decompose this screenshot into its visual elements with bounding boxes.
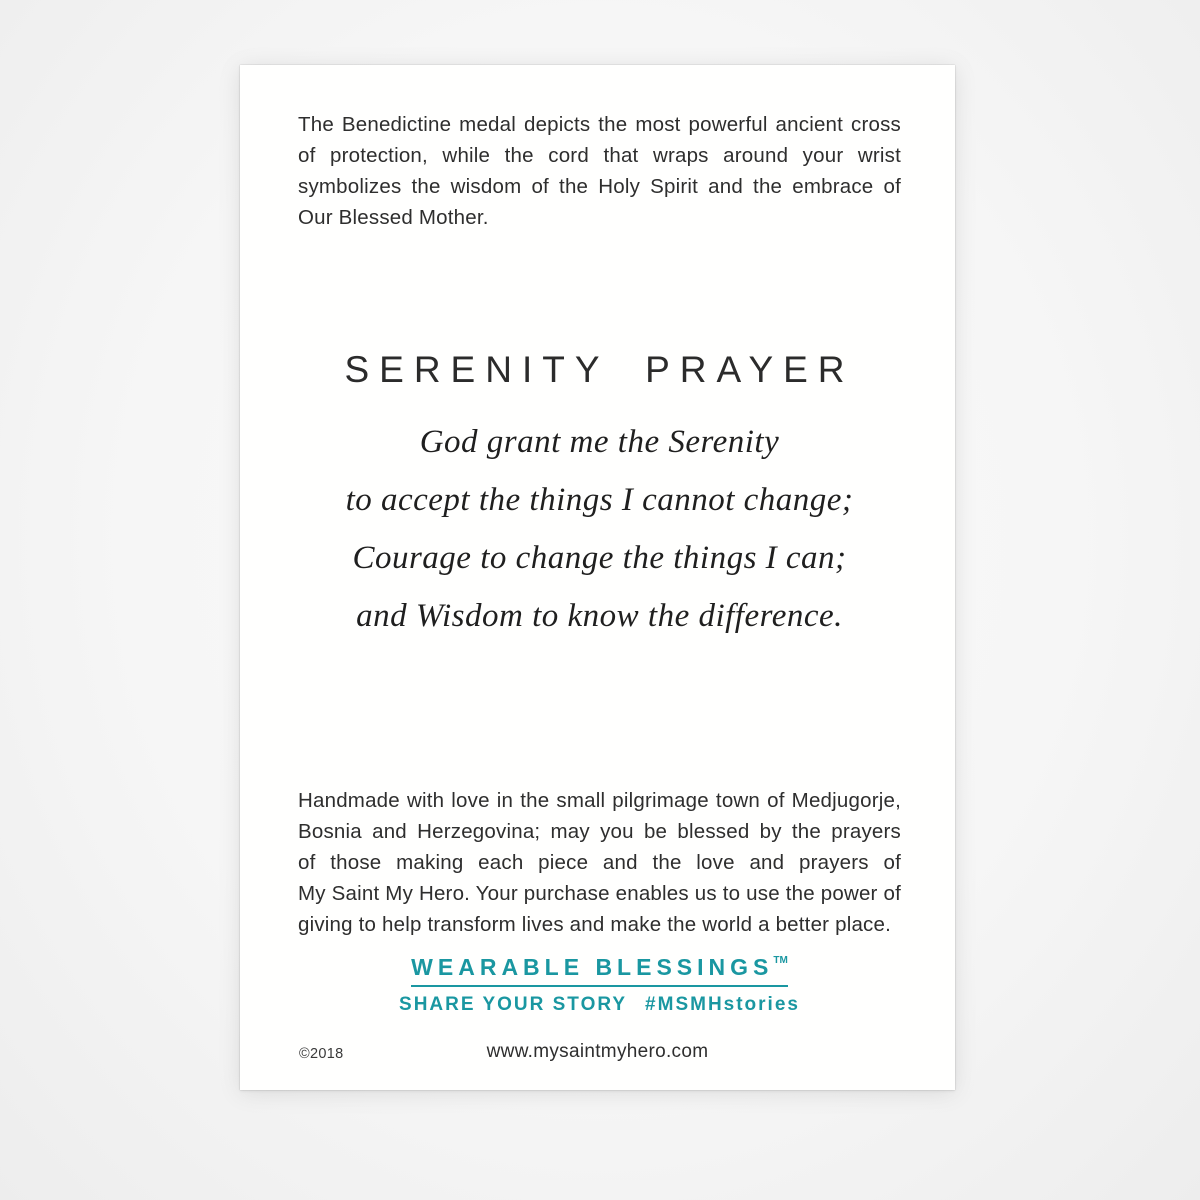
brand-wordmark bbox=[411, 954, 788, 987]
tagline-share: SHARE YOUR STORY bbox=[399, 994, 628, 1015]
about-line: Bosnia and Herzegovina; may you be blessed by the prayers bbox=[298, 820, 901, 843]
intro-line: symbolizes the wisdom of the Holy Spirit and the embrace of bbox=[298, 175, 901, 198]
about-line: giving to help transform lives and make the world a better place. bbox=[298, 913, 891, 936]
about-line: Handmade with love in the small pilgrimage town of Medjugorje, bbox=[298, 789, 901, 812]
about-line: My Saint My Hero. Your purchase enables us to use the power of bbox=[298, 882, 901, 905]
prayer-line: God grant me the Serenity bbox=[419, 424, 780, 460]
card-footer bbox=[240, 1041, 955, 1071]
copyright-text: ©2018 bbox=[299, 1046, 344, 1062]
about-paragraph bbox=[298, 785, 901, 940]
intro-paragraph bbox=[298, 109, 901, 233]
prayer-line: Courage to change the things I can; bbox=[352, 540, 847, 576]
prayer-line: and Wisdom to know the difference. bbox=[356, 598, 843, 634]
intro-line: Our Blessed Mother. bbox=[298, 206, 489, 229]
brand-block bbox=[298, 954, 901, 1016]
brand-tagline bbox=[298, 994, 901, 1016]
prayer-card bbox=[240, 65, 955, 1090]
intro-line: The Benedictine medal depicts the most powerful ancient cross bbox=[298, 113, 901, 136]
prayer-text bbox=[298, 413, 901, 645]
trademark-symbol: TM bbox=[773, 955, 788, 966]
website-url: www.mysaintmyhero.com bbox=[486, 1041, 709, 1062]
intro-line: of protection, while the cord that wraps around your wrist bbox=[298, 144, 901, 167]
prayer-line: to accept the things I cannot change; bbox=[345, 482, 854, 518]
about-line: of those making each piece and the love and prayers of bbox=[298, 851, 901, 874]
tagline-hashtag: #MSMHstories bbox=[645, 994, 800, 1015]
prayer-title: SERENITY PRAYER bbox=[344, 349, 855, 390]
brand-name-text: WEARABLE BLESSINGS bbox=[411, 954, 774, 980]
